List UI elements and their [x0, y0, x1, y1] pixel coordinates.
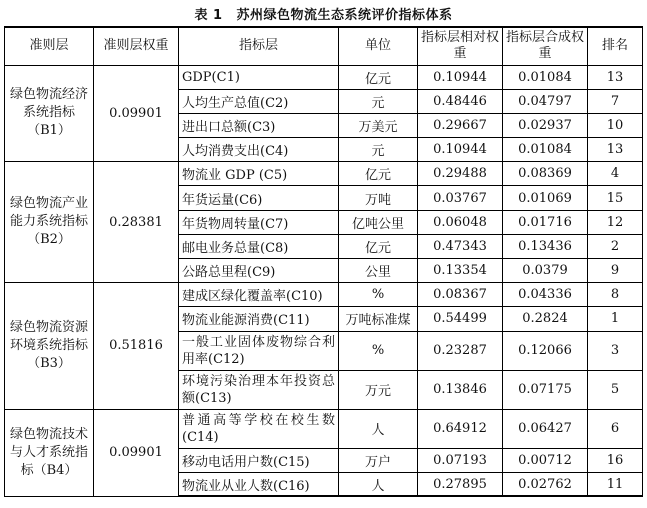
relative-weight-cell: 0.27895 [418, 472, 503, 496]
indicator-cell: 物流业 GDP (C5) [179, 162, 339, 186]
table-row [5, 409, 643, 448]
criterion-cell: 绿色物流产业能力系统指标（B2） [5, 162, 94, 283]
rank-cell: 6 [588, 409, 643, 448]
relative-weight-cell: 0.08367 [418, 283, 503, 307]
header-composite-weight: 指标层合成权重 [503, 27, 588, 65]
criterion-cell: 绿色物流技术与人才系统指标（B4） [5, 409, 94, 496]
rank-cell: 13 [588, 65, 643, 89]
rank-cell: 2 [588, 234, 643, 258]
unit-cell: 万户 [339, 448, 418, 472]
header-unit: 单位 [339, 27, 418, 65]
relative-weight-cell: 0.03767 [418, 186, 503, 210]
composite-weight-cell: 0.04797 [503, 89, 588, 113]
relative-weight-cell: 0.13846 [418, 370, 503, 409]
indicator-cell: 普通高等学校在校生数(C14) [179, 409, 339, 448]
relative-weight-cell: 0.10944 [418, 65, 503, 89]
table-caption [0, 4, 647, 23]
rank-cell: 3 [588, 331, 643, 370]
composite-weight-cell: 0.04336 [503, 283, 588, 307]
relative-weight-cell: 0.54499 [418, 307, 503, 331]
unit-cell: % [339, 331, 418, 370]
rank-cell: 11 [588, 472, 643, 496]
composite-weight-cell: 0.02937 [503, 113, 588, 137]
composite-weight-cell: 0.01716 [503, 210, 588, 234]
header-rank: 排名 [588, 27, 643, 65]
unit-cell: 亿元 [339, 65, 418, 89]
composite-weight-cell: 0.00712 [503, 448, 588, 472]
relative-weight-cell: 0.29488 [418, 162, 503, 186]
indicator-cell: 建成区绿化覆盖率(C10) [179, 283, 339, 307]
header-indicator: 指标层 [179, 27, 339, 65]
unit-cell: 元 [339, 89, 418, 113]
relative-weight-cell: 0.64912 [418, 409, 503, 448]
header-criterion-weight: 准则层权重 [94, 27, 179, 65]
unit-cell: 万美元 [339, 113, 418, 137]
indicator-table [4, 26, 643, 497]
rank-cell: 7 [588, 89, 643, 113]
indicator-cell: 邮电业务总量(C8) [179, 234, 339, 258]
rank-cell: 9 [588, 259, 643, 283]
rank-cell: 13 [588, 138, 643, 162]
relative-weight-cell: 0.47343 [418, 234, 503, 258]
criterion-cell: 绿色物流资源环境系统指标（B3） [5, 283, 94, 409]
rank-cell: 12 [588, 210, 643, 234]
unit-cell: % [339, 283, 418, 307]
composite-weight-cell: 0.0379 [503, 259, 588, 283]
unit-cell: 人 [339, 409, 418, 448]
rank-cell: 8 [588, 283, 643, 307]
composite-weight-cell: 0.06427 [503, 409, 588, 448]
composite-weight-cell: 0.02762 [503, 472, 588, 496]
table-number: 表 1 [194, 8, 223, 23]
relative-weight-cell: 0.29667 [418, 113, 503, 137]
indicator-cell: 人均消费支出(C4) [179, 138, 339, 162]
header-row [5, 27, 643, 65]
indicator-cell: 年货运量(C6) [179, 186, 339, 210]
rank-cell: 16 [588, 448, 643, 472]
rank-cell: 1 [588, 307, 643, 331]
composite-weight-cell: 0.01084 [503, 138, 588, 162]
unit-cell: 亿元 [339, 162, 418, 186]
table-row [5, 65, 643, 89]
unit-cell: 亿吨公里 [339, 210, 418, 234]
indicator-cell: 物流业从业人数(C16) [179, 472, 339, 496]
unit-cell: 人 [339, 472, 418, 496]
table-title: 苏州绿色物流生态系统评价指标体系 [236, 8, 453, 23]
rank-cell: 10 [588, 113, 643, 137]
unit-cell: 元 [339, 138, 418, 162]
unit-cell: 公里 [339, 259, 418, 283]
indicator-cell: 年货物周转量(C7) [179, 210, 339, 234]
indicator-cell: 移动电话用户数(C15) [179, 448, 339, 472]
composite-weight-cell: 0.08369 [503, 162, 588, 186]
composite-weight-cell: 0.2824 [503, 307, 588, 331]
header-relative-weight: 指标层相对权重 [418, 27, 503, 65]
rank-cell: 4 [588, 162, 643, 186]
composite-weight-cell: 0.01084 [503, 65, 588, 89]
criterion-weight-cell: 0.51816 [94, 283, 179, 409]
criterion-weight-cell: 0.09901 [94, 409, 179, 496]
indicator-cell: 环境污染治理本年投资总额(C13) [179, 370, 339, 409]
composite-weight-cell: 0.07175 [503, 370, 588, 409]
unit-cell: 亿元 [339, 234, 418, 258]
indicator-cell: 公路总里程(C9) [179, 259, 339, 283]
indicator-cell: 物流业能源消费(C11) [179, 307, 339, 331]
table-row [5, 283, 643, 307]
criterion-weight-cell: 0.28381 [94, 162, 179, 283]
indicator-cell: GDP(C1) [179, 65, 339, 89]
relative-weight-cell: 0.06048 [418, 210, 503, 234]
indicator-cell: 进出口总额(C3) [179, 113, 339, 137]
unit-cell: 万吨 [339, 186, 418, 210]
table-row [5, 162, 643, 186]
criterion-cell: 绿色物流经济系统指标（B1） [5, 65, 94, 162]
composite-weight-cell: 0.12066 [503, 331, 588, 370]
relative-weight-cell: 0.13354 [418, 259, 503, 283]
relative-weight-cell: 0.23287 [418, 331, 503, 370]
composite-weight-cell: 0.01069 [503, 186, 588, 210]
relative-weight-cell: 0.07193 [418, 448, 503, 472]
criterion-weight-cell: 0.09901 [94, 65, 179, 162]
relative-weight-cell: 0.48446 [418, 89, 503, 113]
unit-cell: 万吨标准煤 [339, 307, 418, 331]
rank-cell: 5 [588, 370, 643, 409]
composite-weight-cell: 0.13436 [503, 234, 588, 258]
indicator-cell: 一般工业固体废物综合利用率(C12) [179, 331, 339, 370]
relative-weight-cell: 0.10944 [418, 138, 503, 162]
header-criterion: 准则层 [5, 27, 94, 65]
rank-cell: 15 [588, 186, 643, 210]
unit-cell: 万元 [339, 370, 418, 409]
indicator-cell: 人均生产总值(C2) [179, 89, 339, 113]
